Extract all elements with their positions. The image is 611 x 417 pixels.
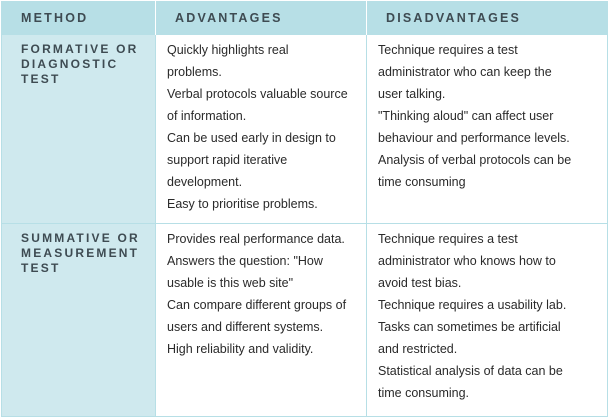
advantages-line: users and different systems. — [167, 320, 324, 334]
header-disadvantages: DISADVANTAGES — [367, 2, 608, 35]
advantages-cell — [156, 35, 367, 224]
disadvantages-line: user talking. — [378, 87, 446, 101]
advantages-line: Quickly highlights real — [167, 43, 289, 57]
disadvantages-line: avoid test bias. — [378, 276, 462, 290]
table-row-formative — [2, 35, 608, 224]
disadvantages-line: Technique requires a test — [378, 43, 518, 57]
advantages-line: Can be used early in design to — [167, 131, 336, 145]
header-advantages: ADVANTAGES — [156, 2, 367, 35]
methods-comparison-table — [1, 1, 608, 417]
advantages-line: support rapid iterative — [167, 153, 288, 167]
method-label-line: FORMATIVE OR — [21, 42, 139, 56]
comparison-table-container — [1, 1, 610, 407]
header-row — [2, 2, 608, 35]
advantages-line: usable is this web site" — [167, 276, 294, 290]
advantages-line: Provides real performance data. — [167, 232, 345, 246]
advantages-line: Verbal protocols valuable source — [167, 87, 348, 101]
advantages-line: Easy to prioritise problems. — [167, 197, 318, 211]
disadvantages-line: behaviour and performance levels. — [378, 131, 570, 145]
advantages-cell — [156, 224, 367, 417]
method-label-line: TEST — [21, 72, 61, 86]
disadvantages-line: administrator who can keep the — [378, 65, 552, 79]
disadvantages-line: "Thinking aloud" can affect user — [378, 109, 554, 123]
disadvantages-line: time consuming — [378, 175, 466, 189]
disadvantages-line: time consuming. — [378, 386, 470, 400]
disadvantages-line: Statistical analysis of data can be — [378, 364, 563, 378]
advantages-line: Can compare different groups of — [167, 298, 347, 312]
header-method: METHOD — [2, 2, 156, 35]
advantages-line: development. — [167, 175, 243, 189]
table-row-summative — [2, 224, 608, 417]
advantages-line: Answers the question: "How — [167, 254, 323, 268]
method-label-line: DIAGNOSTIC — [21, 57, 119, 71]
method-label-line: SUMMATIVE OR — [21, 231, 140, 245]
disadvantages-line: Technique requires a test — [378, 232, 518, 246]
method-cell — [2, 224, 156, 417]
disadvantages-line: administrator who knows how to — [378, 254, 556, 268]
advantages-line: High reliability and validity. — [167, 342, 314, 356]
disadvantages-line: Tasks can sometimes be artificial — [378, 320, 561, 334]
disadvantages-cell — [367, 35, 608, 224]
table-header — [2, 2, 608, 35]
method-cell — [2, 35, 156, 224]
disadvantages-cell — [367, 224, 608, 417]
disadvantages-line: Analysis of verbal protocols can be — [378, 153, 572, 167]
method-label-line: TEST — [21, 261, 61, 275]
disadvantages-line: Technique requires a usability lab. — [378, 298, 567, 312]
advantages-line: of information. — [167, 109, 247, 123]
method-label-line: MEASUREMENT — [21, 246, 140, 260]
disadvantages-line: and restricted. — [378, 342, 458, 356]
advantages-line: problems. — [167, 65, 222, 79]
